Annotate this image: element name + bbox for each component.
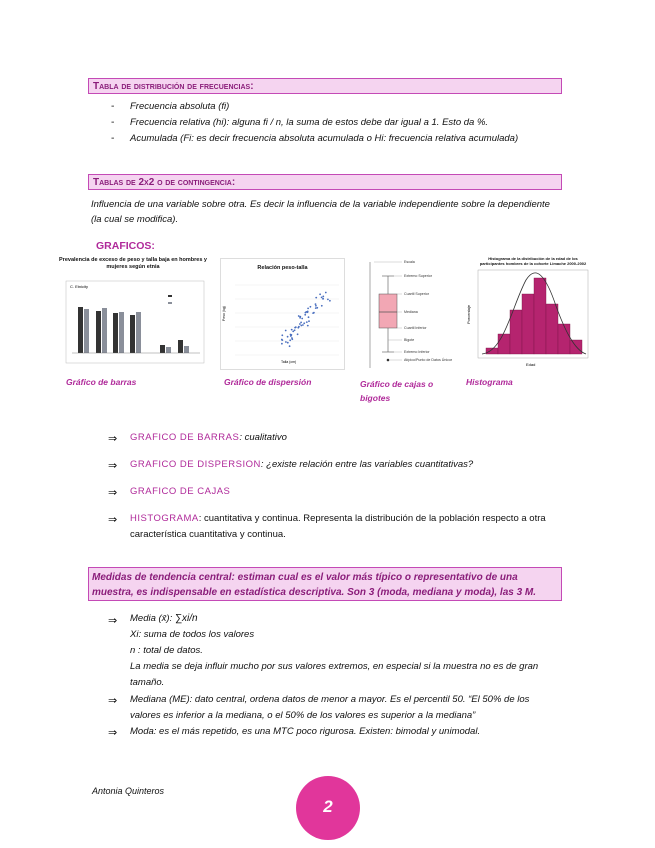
contingencia-text: Influencia de una variable sobre otra. Es decir la influencia de la variable independiente sobre la dependiente (la cual se modifica). xyxy=(91,199,550,225)
scatter-point xyxy=(325,292,327,294)
scatter-point xyxy=(281,343,283,345)
scatter-point xyxy=(297,327,299,329)
scatter-point xyxy=(292,331,294,333)
scatter-point xyxy=(281,334,283,336)
bullet-acumulada: Acumulada (Fi: es decir frecuencia absoluta acumulada o Hi: frecuencia relativa acumulada) xyxy=(130,133,519,144)
scatter-point xyxy=(298,315,300,317)
bullet-dash: - xyxy=(111,101,115,112)
scatter-point xyxy=(299,323,301,325)
scatter-point xyxy=(295,326,297,328)
boxplot-figure xyxy=(362,256,452,372)
scatter-point xyxy=(310,306,312,308)
scatter-point xyxy=(321,297,323,299)
box-label: Cuartil Inferior xyxy=(404,326,427,330)
scatter-point xyxy=(289,339,291,341)
scatter-point xyxy=(302,324,304,326)
arrow-icon: ⇒ xyxy=(108,513,118,526)
histogram-bar xyxy=(486,348,498,354)
scatter-title: Relación peso-talla xyxy=(257,265,308,271)
boxplot-svg xyxy=(362,256,452,372)
scatter-point xyxy=(307,308,309,310)
section-header-frecuencias: Tabla de distribución de frecuencias: xyxy=(88,78,562,94)
arrow-icon: ⇒ xyxy=(108,614,118,627)
arrow-item-histograma: HISTOGRAMA: cuantitativa y continua. Representa la distribución de la población respecto a otra característica cuantitativa y continua. xyxy=(130,513,546,540)
box-label: Extremo Inferior xyxy=(404,350,430,354)
arrow-icon: ⇒ xyxy=(108,459,118,472)
moda-item: Moda: es el más repetido, es una MTC poco rigurosa. Existen: bimodal y unimodal. xyxy=(130,726,481,737)
caption-barras: Gráfico de barras xyxy=(66,377,137,387)
arrow-item-dispersion: GRAFICO DE DISPERSION: ¿existe relación entre las variables cuantitativas? xyxy=(130,459,474,470)
arrow-item-cajas: GRAFICO DE CAJAS xyxy=(130,486,231,497)
histogram-bar xyxy=(546,304,558,354)
box-label: Cuartil Superior xyxy=(404,292,429,296)
scatter-point xyxy=(308,320,310,322)
media-formula: ∑xi/n xyxy=(174,613,198,624)
scatter-point xyxy=(285,330,287,332)
scatter-point xyxy=(281,339,283,341)
bullet-dash: - xyxy=(111,133,115,144)
arrow-icon: ⇒ xyxy=(108,694,118,707)
graficos-heading: GRAFICOS: xyxy=(96,240,155,252)
scatter-point xyxy=(329,300,331,302)
box-label: Atípico/Punto de Datos Únicos xyxy=(404,358,452,362)
scatter-point xyxy=(305,311,307,313)
scatter-point xyxy=(315,303,317,305)
caption-dispersion: Gráfico de dispersión xyxy=(224,377,312,387)
scatter-point xyxy=(289,345,291,347)
box-label: Bigote xyxy=(404,338,415,342)
bullet-frecuencia-relativa: Frecuencia relativa (hi): alguna fi / n, la suma de estos debe dar igual a 1. Esto da %. xyxy=(130,117,489,128)
section-header-tendencia-central: Medidas de tendencia central: estiman cual es el valor más típico o representativo de una muestra, es indispensable en estadística descriptiva. Son 3 (moda, mediana y moda), las 3 M. xyxy=(88,567,562,601)
scatter-point xyxy=(313,312,315,314)
footer-author: Antonia Quinteros xyxy=(92,786,165,796)
arrow-item-barras: GRAFICO DE BARRAS: cualitativo xyxy=(130,432,287,443)
scatter-point xyxy=(327,299,329,301)
scatter-point xyxy=(300,322,302,324)
media-item: Media (x̄): ∑xi/n Xi: suma de todos los valores n : total de datos. La media se deja influir mucho por sus valores extremos, en especial si la muestra no es de gran tamaño. xyxy=(130,613,539,688)
scatter-point xyxy=(304,314,306,316)
page-number-badge: 2 xyxy=(296,776,360,840)
bar-chart-panel: C. Etnicity xyxy=(70,284,89,289)
scatter-point xyxy=(297,333,299,335)
section-header-contingencia: Tablas de 2x2 o de contingencia: xyxy=(88,174,562,190)
scatter-point xyxy=(322,298,324,300)
arrow-icon: ⇒ xyxy=(108,726,118,739)
scatter-point xyxy=(315,307,317,309)
histogram-bar xyxy=(570,340,582,354)
scatter-point xyxy=(306,321,308,323)
histogram-bar xyxy=(534,278,546,354)
box-label: Extremo Superior xyxy=(404,274,432,278)
scatter-point xyxy=(291,338,293,340)
scatter-point xyxy=(291,329,293,331)
box-label: Escala xyxy=(404,260,415,264)
histogram-svg xyxy=(464,266,602,370)
scatter-point xyxy=(287,336,289,338)
scatter-svg xyxy=(221,271,344,367)
bar-chart-title: Prevalencia de exceso de peso y talla baja en hombres y mujeres según etnia xyxy=(59,257,207,270)
scatter-point xyxy=(301,318,303,320)
bar-chart-svg xyxy=(58,271,208,367)
scatter-point xyxy=(321,305,323,307)
scatter-point xyxy=(307,325,309,327)
caption-cajas: Gráfico de cajas o bigotes xyxy=(360,379,434,403)
scatter-ylabel: Peso (kg) xyxy=(222,306,226,321)
histogram-title: Histograma de la distribución de la edad de los participantes hombres de la cohorte Limache 2000-2002 xyxy=(479,256,587,266)
bullet-dash: - xyxy=(111,117,115,128)
arrow-icon: ⇒ xyxy=(108,432,118,445)
histogram-xlabel: Edad xyxy=(526,362,536,367)
scatter-point xyxy=(322,296,324,298)
scatter-point xyxy=(294,329,296,331)
scatter-point xyxy=(308,316,310,318)
histogram-ylabel: Porcentaje xyxy=(466,304,471,324)
scatter-point xyxy=(300,325,302,327)
histogram-bar xyxy=(522,294,534,354)
histogram-bar xyxy=(558,324,570,354)
scatter-point xyxy=(316,307,318,309)
box-label: Mediana xyxy=(404,310,418,314)
bar-chart-figure xyxy=(58,257,208,369)
scatter-point xyxy=(303,322,305,324)
scatter-point xyxy=(285,341,287,343)
bullet-frecuencia-absoluta: Frecuencia absoluta (fi) xyxy=(130,101,230,112)
histogram-figure xyxy=(464,256,602,372)
scatter-point xyxy=(287,342,289,344)
histogram-bar xyxy=(498,334,510,354)
scatter-point xyxy=(319,293,321,295)
arrow-icon: ⇒ xyxy=(108,486,118,499)
mediana-item: Mediana (ME): dato central, ordena datos de menor a mayor. Es el percentil 50. “El 50% de los valores es inferior a la mediana, o el 50% de los valores es superior a la mediana” xyxy=(130,694,530,721)
caption-histograma: Histograma xyxy=(466,377,513,387)
histogram-bar xyxy=(510,310,522,354)
scatter-figure xyxy=(220,258,345,370)
scatter-xlabel: Talla (cm) xyxy=(281,360,297,364)
scatter-point xyxy=(315,305,317,307)
scatter-point xyxy=(315,297,317,299)
scatter-point xyxy=(299,317,301,319)
scatter-point xyxy=(290,335,292,337)
